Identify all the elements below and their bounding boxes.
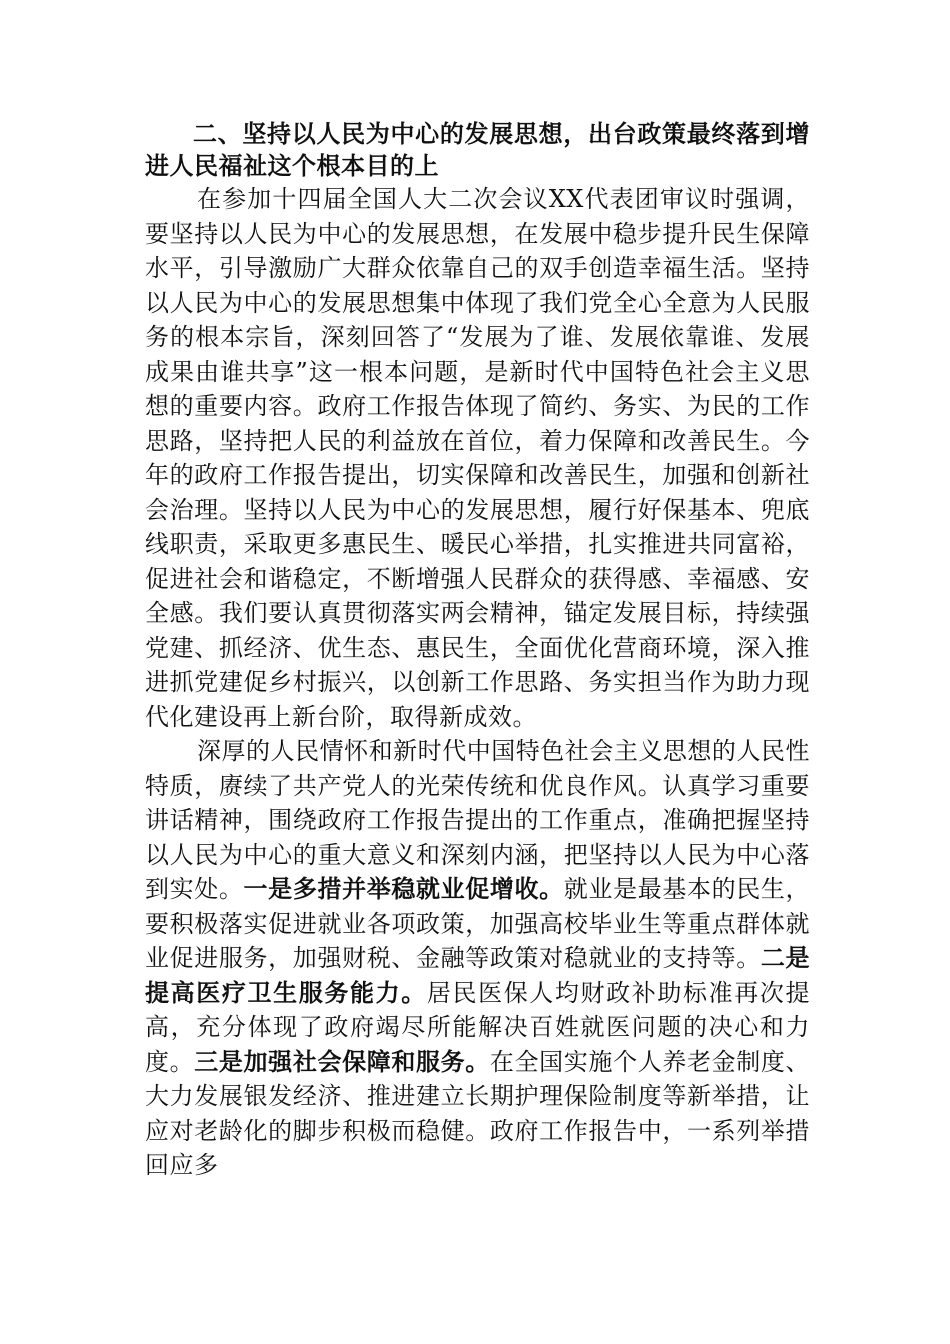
point-2-text: 居民医保人均财政补助标准再次提高，充分体现了政府竭尽所能解决百姓就医问题的决心和力度。 [145, 978, 811, 1076]
section-heading: 二、坚持以人民为中心的发展思想，出台政策最终落到增进人民福祉这个根本目的上 [145, 120, 810, 180]
document-page [145, 118, 810, 1183]
point-3-text: 在全国实施个人养老金制度、大力发展银发经济、推进建立长期护理保险制度等新举措，让应对老龄化的脚步积极而稳健。政府工作报告中，一系列举措回应多 [145, 1047, 811, 1179]
point-2-title: 二是提高医疗卫生服务能力。 [145, 944, 811, 1007]
point-1-text: 就业是最基本的民生，要积极落实促进就业各项政策，加强高校毕业生等重点群体就业促进服务，加强财税、金融等政策对稳就业的支持等。 [145, 875, 811, 972]
point-3-title: 三是加强社会保障和服务。 [194, 1047, 490, 1076]
paragraph-2-intro: 深厚的人民情怀和新时代中国特色社会主义思想的人民性特质，赓续了共产党人的光荣传统和优良作风。认真学习重要讲话精神，围绕政府工作报告提出的工作重点，准确把握坚持以人民为中心的重大意义和深刻内涵，把坚持以人民为中心落到实处。 [145, 737, 810, 903]
point-1-title: 一是多措并举稳就业促增收。 [243, 875, 564, 903]
paragraph-1: 在参加十四届全国人大二次会议XX代表团审议时强调，要坚持以人民为中心的发展思想，在发展中稳步提升民生保障水平，引导激励广大群众依靠自己的双手创造幸福生活。坚持以人民为中心的发展思想集中体现了我们党全心全意为人民服务的根本宗旨，深刻回答了“发展为了谁、发展依靠谁、发展成果由谁共享”这一根本问题，是新时代中国特色社会主义思想的重要内容。政府工作报告体现了简约、务实、为民的工作思路，坚持把人民的利益放在首位，着力保障和改善民生。今年的政府工作报告提出，切实保障和改善民生，加强和创新社会治理。坚持以人民为中心的发展思想，履行好保基本、兜底线职责，采取更多惠民生、暖民心举措，扎实推进共同富裕，促进社会和谐稳定，不断增强人民群众的获得感、幸福感、安全感。我们要认真贯彻落实两会精神，锚定发展目标，持续强党建、抓经济、优生态、惠民生，全面优化营商环境，深入推进抓党建促乡村振兴，以创新工作思路、务实担当作为助力现代化建设再上新台阶，取得新成效。 [145, 185, 810, 731]
paragraph-2 [145, 734, 810, 1183]
